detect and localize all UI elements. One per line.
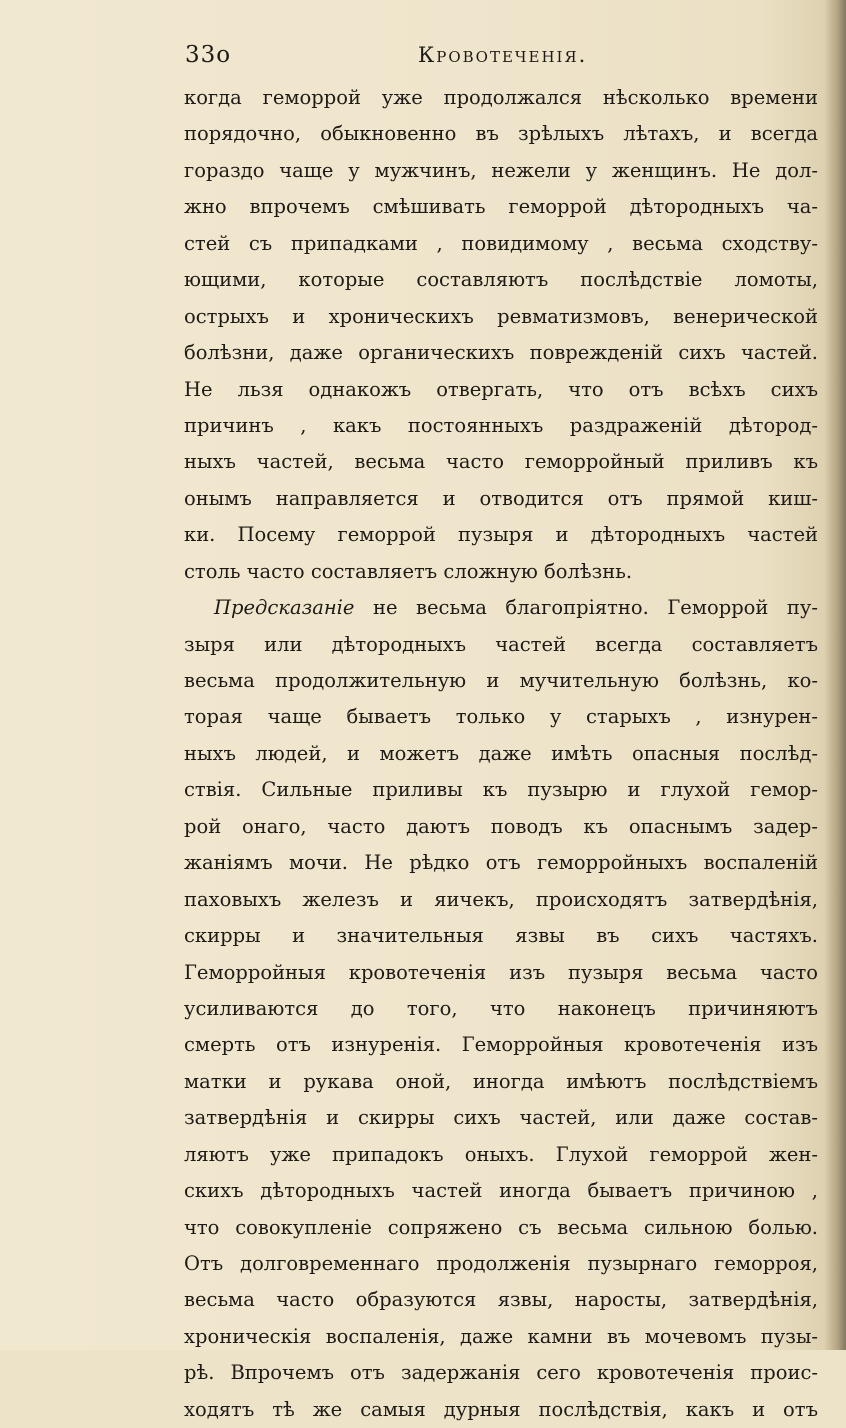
text-line: скихъ дѣтородныхъ частей иногда бываетъ причиною , bbox=[184, 1179, 818, 1203]
paragraph-continuation bbox=[184, 80, 818, 590]
text-line: зыря или дѣтородныхъ частей всегда составляетъ bbox=[184, 632, 818, 656]
paragraph-prognosis bbox=[184, 590, 818, 1428]
text-line: весьма продолжительную и мучительную болѣзнь, ко- bbox=[184, 669, 818, 692]
text-line-lead bbox=[184, 590, 818, 626]
text-line: ствія. Сильные приливы къ пузырю и глухой гемор- bbox=[184, 778, 818, 802]
text-line: весьма часто образуются язвы, наросты, затвердѣнія, bbox=[184, 1288, 818, 1312]
text-line: столь часто составляетъ сложную болѣзнь. bbox=[184, 559, 633, 583]
text-line: жаніямъ мочи. Не рѣдко отъ геморройныхъ воспаленій bbox=[184, 851, 818, 875]
text-line: ки. Посему геморрой пузыря и дѣтородныхъ частей bbox=[184, 523, 818, 547]
text-line: хроническія воспаленія, даже камни въ мочевомъ пузы- bbox=[184, 1324, 818, 1348]
lead-line-rest: не весьма благопріятно. Геморрой пу- bbox=[372, 596, 818, 620]
text-line: смерть отъ изнуренія. Геморройныя кровотеченія изъ bbox=[184, 1033, 818, 1057]
text-line: матки и рукава оной, иногда имѣютъ послѣдствіемъ bbox=[184, 1069, 818, 1093]
text-line: стей съ припадками , повидимому , весьма сходству- bbox=[184, 231, 818, 255]
text-line: усиливаются до того, что наконецъ причиняютъ bbox=[184, 996, 818, 1020]
text-line: Отъ долговременнаго продолженія пузырнаго геморроя, bbox=[184, 1252, 818, 1275]
text-line: ныхъ людей, и можетъ даже имѣть опасныя послѣд- bbox=[184, 741, 818, 765]
text-line: Не льзя однакожъ отвергать, что отъ всѣхъ сихъ bbox=[184, 377, 818, 401]
text-line: рой онаго, часто даютъ поводъ къ опаснымъ задер- bbox=[184, 814, 818, 838]
text-line: ющими, которые составляютъ послѣдствіе ломоты, bbox=[184, 268, 818, 292]
text-line: острыхъ и хроническихъ ревматизмовъ, венерической bbox=[184, 304, 818, 328]
text-line: жно впрочемъ смѣшивать геморрой дѣтородныхъ ча- bbox=[184, 195, 818, 219]
text-line: затвердѣнія и скирры сихъ частей, или даже состав- bbox=[184, 1106, 818, 1130]
text-line: когда геморрой уже продолжался нѣсколько времени bbox=[184, 86, 818, 109]
text-line: рѣ. Впрочемъ отъ задержанія сего кровотеченія проис- bbox=[184, 1361, 818, 1385]
text-line: ляютъ уже припадокъ оныхъ. Глухой геморрой жен- bbox=[184, 1142, 818, 1166]
text-line: ныхъ частей, весьма часто геморройный приливъ къ bbox=[184, 450, 818, 474]
text-line: торая чаще бываетъ только у старыхъ , изнурен- bbox=[184, 705, 818, 729]
body-text bbox=[184, 80, 818, 1428]
page-header bbox=[185, 42, 825, 76]
text-line: причинъ , какъ постоянныхъ раздраженій дѣтород- bbox=[184, 413, 818, 437]
running-title: Кровотеченія. bbox=[418, 43, 588, 67]
text-line: ходятъ тѣ же самыя дурныя послѣдствія, какъ и отъ bbox=[184, 1397, 818, 1421]
text-line: Геморройныя кровотеченія изъ пузыря весьма часто bbox=[184, 960, 818, 984]
text-line: порядочно, обыкновенно въ зрѣлыхъ лѣтахъ, и всегда bbox=[184, 122, 818, 146]
text-line: гораздо чаще у мужчинъ, нежели у женщинъ. Не дол- bbox=[184, 158, 818, 182]
text-line: что совокупленіе сопряжено съ весьма сильною болью. bbox=[184, 1215, 818, 1239]
text-line: болѣзни, даже органическихъ поврежденій сихъ частей. bbox=[184, 341, 818, 365]
page-edge-shadow bbox=[824, 0, 846, 1350]
text-line: онымъ направляется и отводится отъ прямой киш- bbox=[184, 486, 818, 510]
page-number: 33о bbox=[185, 42, 232, 68]
text-line: паховыхъ железъ и яичекъ, происходятъ затвердѣнія, bbox=[184, 887, 818, 911]
text-line: скирры и значительныя язвы въ сихъ частяхъ. bbox=[184, 924, 818, 948]
italic-lead-word: Предсказаніе bbox=[214, 596, 355, 620]
